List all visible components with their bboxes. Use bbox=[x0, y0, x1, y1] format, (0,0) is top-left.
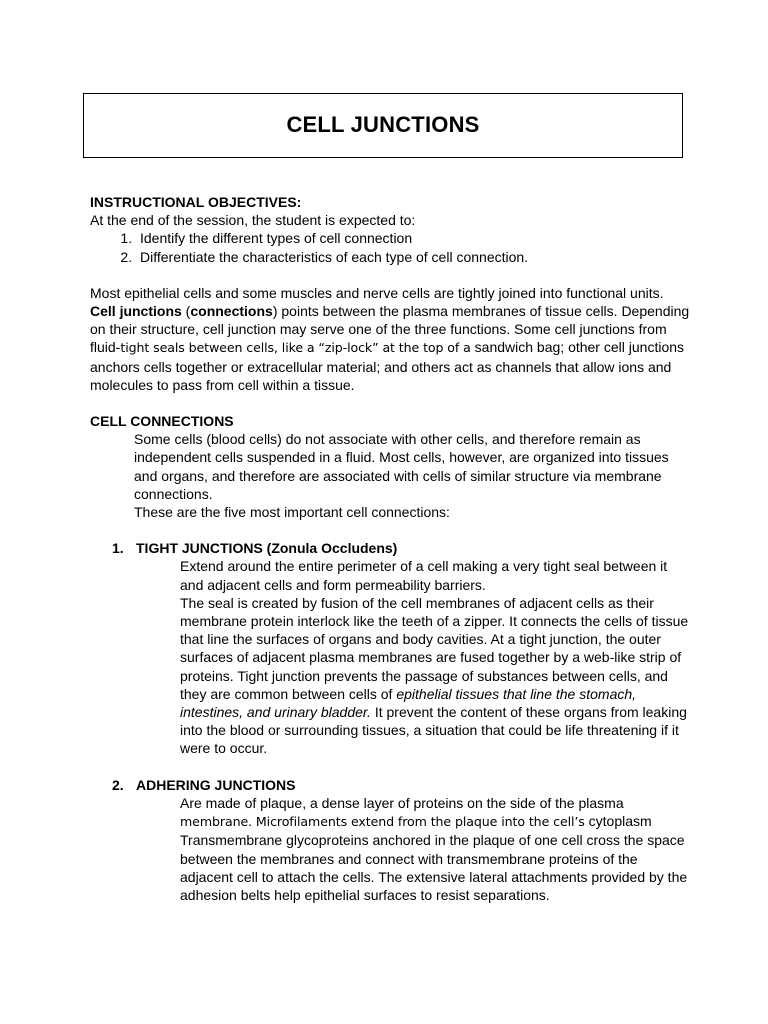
page-title: CELL JUNCTIONS bbox=[286, 112, 480, 138]
title-box bbox=[83, 93, 683, 158]
section-italic-text: epithelial tissues that line the stomach, intestines, and urinary bladder. bbox=[180, 685, 637, 721]
document-body bbox=[90, 193, 690, 904]
cell-connections-text: These are the five most important cell connections: bbox=[134, 504, 450, 521]
section-alt-text: membrane. Microfilaments extend from the plaque into the cell’s bbox=[180, 814, 585, 830]
intro-text: ) points between the plasma membranes of tissue cells. Depending on their structure, cell junction may serve one of the three functions. Some cell junctions from fluid- bbox=[90, 303, 690, 356]
section-text: Are made of plaque, a dense layer of proteins on the side of the plasma bbox=[180, 794, 624, 811]
intro-text: sandwich bag; other cell junctions anchors cells together or extracellular material; and others act as channels that allow ions and molecules to pass from cell within a tissue. bbox=[90, 339, 685, 393]
intro-text: ( bbox=[181, 303, 191, 320]
section-heading bbox=[90, 776, 690, 794]
objectives-list bbox=[90, 229, 690, 265]
cell-connections-heading: CELL CONNECTIONS bbox=[90, 413, 234, 430]
section-paragraph: Extend around the entire perimeter of a cell making a very tight seal between it and adjacent cells and form permeability barriers. bbox=[180, 558, 668, 593]
objectives-intro: At the end of the session, the student is expected to: bbox=[90, 212, 416, 229]
section-heading bbox=[90, 539, 690, 557]
intro-text: Most epithelial cells and some muscles and nerve cells are tightly joined into functional units. bbox=[90, 284, 664, 301]
section-text: cytoplasm Transmembrane glycoproteins anchored in the plaque of one cell cross the space between the membranes and connect with transmembrane proteins of the adjacent cell to attach the cells. The extensive lateral attachments provided by the adhesion belts help epithelial surfaces to resist separations. bbox=[180, 813, 688, 903]
objectives-heading: INSTRUCTIONAL OBJECTIVES: bbox=[90, 194, 302, 210]
section-title: ADHERING JUNCTIONS bbox=[136, 776, 296, 793]
section-title: TIGHT JUNCTIONS (Zonula Occludens) bbox=[136, 540, 398, 557]
cell-connections-text: Some cells (blood cells) do not associate with other cells, and therefore remain as independent cells suspended in a fluid. Most cells, however, are organized into tissues and organs, and therefore are associated with cells of similar structure via membrane connections. bbox=[134, 431, 669, 502]
section-paragraph bbox=[90, 794, 690, 904]
intro-alt-text: tight seals between cells, like a “zip-lock” at the top of a bbox=[120, 340, 471, 356]
intro-bold-term: Cell junctions bbox=[90, 303, 182, 320]
section-number: 1. bbox=[112, 540, 124, 557]
section-paragraph bbox=[90, 594, 690, 758]
intro-bold-term: connections bbox=[190, 303, 273, 320]
section-text: It prevent the content of these organs from leaking into the blood or surrounding tissues, a situation that could be life threatening if it were to occur. bbox=[180, 704, 687, 757]
objective-item: 1. Identify the different types of cell connection bbox=[136, 229, 690, 247]
objective-item: 2. Differentiate the characteristics of each type of cell connection. bbox=[136, 248, 690, 266]
section-number: 2. bbox=[112, 776, 124, 793]
intro-paragraph bbox=[90, 284, 690, 394]
section-text: The seal is created by fusion of the cell membranes of adjacent cells as their membrane protein interlock like the teeth of a zipper. It connects the cells of tissue that line the surfaces of organs and body cavities. At a tight junction, the outer surfaces of adjacent plasma membranes are fused together by a web-like strip of proteins. Tight junction prevents the passage of substances between cells, and they are common between cells of bbox=[180, 594, 689, 702]
